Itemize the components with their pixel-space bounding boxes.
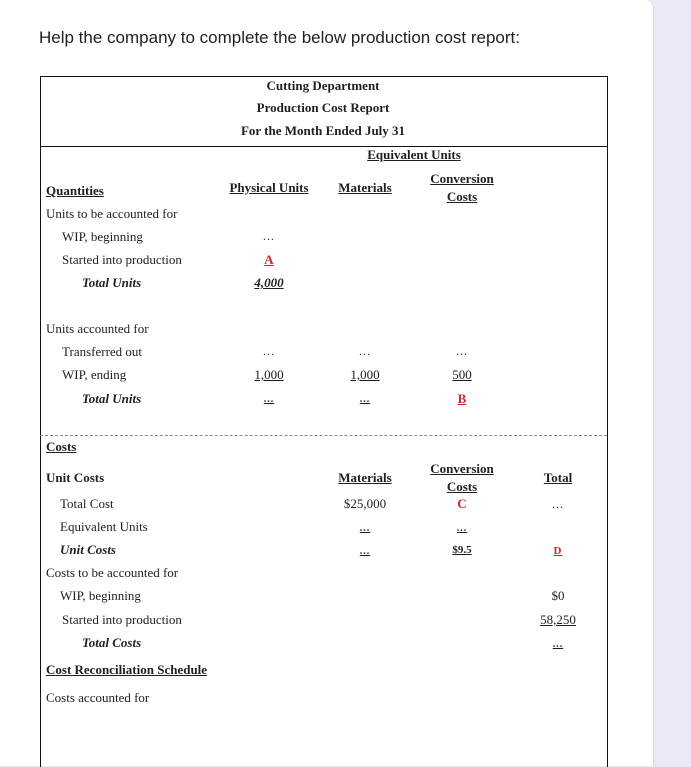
quantities-heading: Quantities bbox=[46, 183, 104, 198]
materials-heading: Materials bbox=[338, 180, 392, 195]
started-label: Started into production bbox=[62, 252, 182, 267]
started-physical-blank-a: A bbox=[264, 252, 274, 267]
costs-materials-heading: Materials bbox=[338, 470, 392, 485]
costs-conversion-blank-c: C bbox=[457, 496, 467, 511]
report-title-name: Production Cost Report bbox=[256, 100, 390, 115]
physical-units-heading: Physical Units bbox=[229, 180, 309, 195]
unit-costs-heading: Unit Costs bbox=[46, 470, 105, 485]
transferred-materials: ... bbox=[359, 344, 371, 358]
total-cost-materials: $25,000 bbox=[343, 496, 387, 511]
wip-ending-materials: 1,000 bbox=[350, 367, 380, 382]
costs-accounted-label: Costs accounted for bbox=[46, 690, 150, 705]
wip-ending-physical: 1,000 bbox=[254, 367, 284, 382]
total-units-label: Total Units bbox=[82, 275, 142, 290]
total-costs-total: ... bbox=[552, 639, 564, 650]
report-title-period: For the Month Ended July 31 bbox=[240, 123, 406, 138]
transferred-physical: ... bbox=[263, 344, 275, 358]
report-title-department: Cutting Department bbox=[266, 78, 380, 93]
total-units-physical: 4,000 bbox=[254, 275, 284, 290]
equivalent-units-heading: Equivalent Units bbox=[367, 147, 461, 162]
costs-wip-beginning-total: $0 bbox=[551, 588, 565, 603]
costs-total-heading: Total bbox=[543, 470, 573, 485]
accounted-total-materials: ... bbox=[359, 394, 371, 405]
costs-wip-beginning-label: WIP, beginning bbox=[60, 588, 141, 603]
units-accounted-label: Units accounted for bbox=[46, 321, 149, 336]
total-cost-label: Total Cost bbox=[60, 496, 114, 511]
total-costs-label: Total Costs bbox=[82, 635, 142, 650]
header-divider bbox=[40, 146, 607, 147]
unit-costs-materials: ... bbox=[359, 546, 371, 557]
wip-ending-conversion: 500 bbox=[452, 367, 472, 382]
question-text: Help the company to complete the below production cost report: bbox=[39, 28, 520, 47]
costs-conversion-heading-line1: Conversion bbox=[430, 461, 494, 476]
units-to-account-label: Units to be accounted for bbox=[46, 206, 178, 221]
conversion-heading-line1: Conversion bbox=[430, 171, 494, 186]
transferred-out-label: Transferred out bbox=[62, 344, 143, 359]
wip-beginning-label: WIP, beginning bbox=[62, 229, 143, 244]
accounted-total-physical: ... bbox=[263, 394, 275, 405]
unit-costs-label: Unit Costs bbox=[60, 542, 116, 557]
equivalent-units-conversion: ... bbox=[456, 523, 468, 534]
unit-costs-total-blank-d: D bbox=[553, 545, 563, 557]
accounted-total-conversion-blank-b: B bbox=[457, 391, 467, 406]
accounted-total-units-label: Total Units bbox=[82, 391, 142, 406]
costs-divider bbox=[40, 435, 607, 436]
conversion-heading-line2: Costs bbox=[446, 189, 478, 204]
costs-started-label: Started into production bbox=[62, 612, 182, 627]
unit-costs-conversion: $9.5 bbox=[452, 544, 472, 556]
costs-conversion-heading-line2: Costs bbox=[446, 479, 478, 494]
reconciliation-heading: Cost Reconciliation Schedule bbox=[46, 662, 208, 677]
wip-ending-label: WIP, ending bbox=[62, 367, 127, 382]
equivalent-units-label: Equivalent Units bbox=[60, 519, 148, 534]
transferred-conversion: ... bbox=[456, 344, 468, 358]
wip-beginning-physical: ... bbox=[263, 229, 275, 243]
total-cost-total: ... bbox=[552, 497, 564, 511]
costs-to-account-label: Costs to be accounted for bbox=[46, 565, 179, 580]
equivalent-units-materials: ... bbox=[359, 523, 371, 534]
costs-started-total: 58,250 bbox=[540, 612, 576, 627]
costs-heading: Costs bbox=[46, 439, 77, 454]
